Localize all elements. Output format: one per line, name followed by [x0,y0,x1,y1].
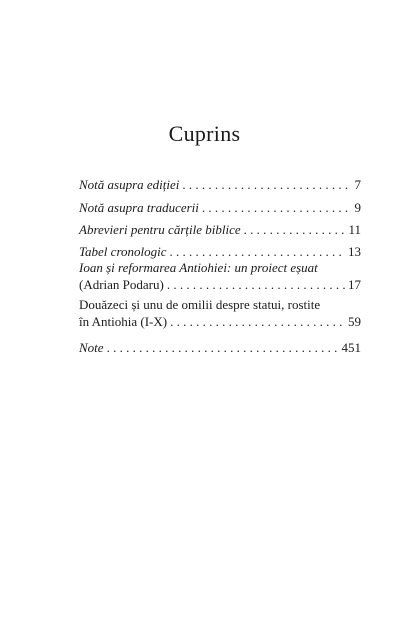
toc-entry-subtitle: (Adrian Podaru) [79,277,164,292]
toc-entry-title: Ioan și reformarea Antiohiei: un proiect eșuat [79,260,318,275]
toc-entry [79,222,361,239]
toc-entry-page: 11 [348,222,361,237]
toc-entry-title: Notă asupra ediției [79,177,180,192]
toc-entry [79,177,361,194]
page-title: Cuprins [168,121,241,146]
dot-leader [107,340,339,356]
toc-entry [79,340,361,357]
toc-entry [79,244,361,261]
toc-entry-page: 9 [354,200,361,215]
toc-entry-title: Douăzeci și unu de omilii despre statui, rostite [79,297,321,312]
dot-leader [170,314,345,330]
dot-leader [182,177,351,193]
toc-entry-title: Notă asupra traducerii [79,200,199,215]
toc-entry-page: 59 [348,314,361,329]
toc-entry-title: Note [79,340,104,355]
dot-leader [167,277,345,293]
toc-entry-page: 451 [341,340,361,355]
toc-entry-page: 17 [348,277,361,292]
dot-leader [244,222,346,238]
toc-entry [79,200,361,217]
toc-entry [79,297,361,331]
toc-entry-title: Tabel cronologic [79,244,167,259]
toc-entry [79,260,361,294]
toc-entry-subtitle: în Antiohia (I-X) [79,314,168,329]
toc-entry-page: 7 [354,177,361,192]
toc-entry-page: 13 [348,244,361,259]
dot-leader [170,244,345,260]
toc-entry-title: Abrevieri pentru cărțile biblice [79,222,241,237]
dot-leader [202,200,352,216]
